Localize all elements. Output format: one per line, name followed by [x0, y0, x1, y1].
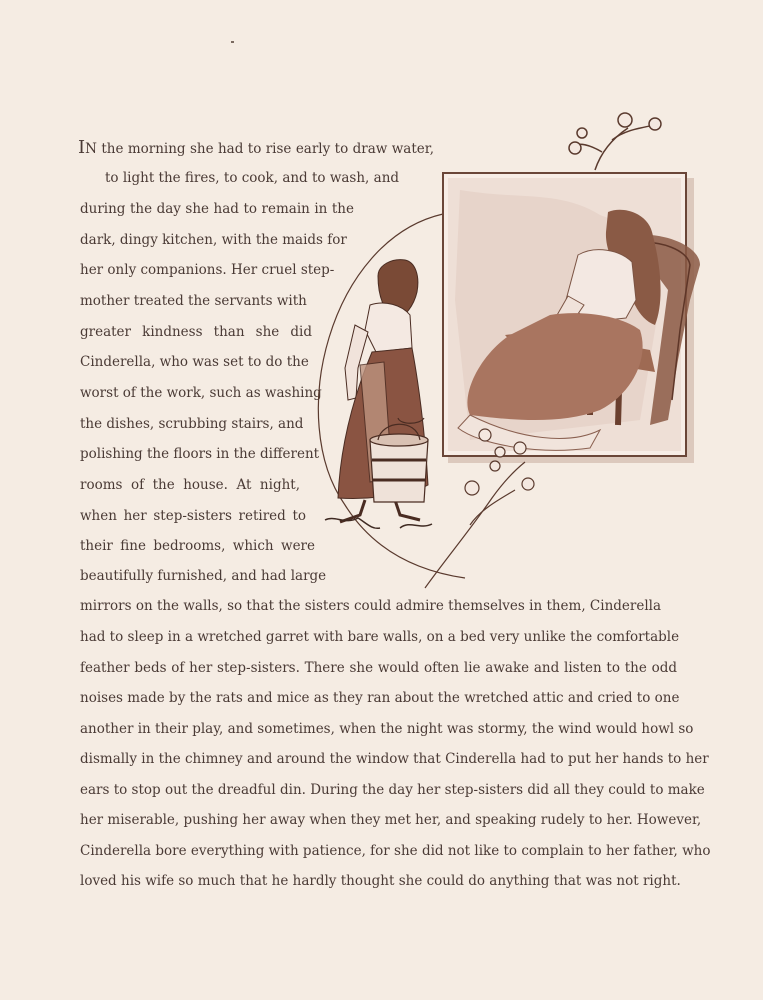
ink-speck	[231, 41, 234, 43]
story-line: their fine bedrooms, which were	[80, 538, 315, 554]
story-line: polishing the floors in the different	[80, 446, 320, 462]
story-line: worst of the work, such as washing	[80, 385, 322, 401]
story-line: Cinderella bore everything with patience, for she did not like to complain to her father, who	[80, 843, 711, 859]
standing-girl-bodice	[365, 303, 412, 352]
story-line: feather beds of her step-sisters. There she would often lie awake and listen to the odd	[80, 660, 677, 676]
story-line: beautifully furnished, and had large	[80, 568, 327, 584]
story-line: during the day she had to remain in the	[80, 201, 354, 217]
story-line: ears to stop out the dreadful din. During the day her step-sisters did all they could to make	[80, 782, 705, 798]
story-line: mirrors on the walls, so that the sisters could admire themselves in them, Cinderella	[80, 598, 662, 614]
story-line: another in their play, and sometimes, when the night was stormy, the wind would howl so	[80, 721, 694, 737]
story-line: loved his wife so much that he hardly thought she could do anything that was not right.	[80, 873, 681, 889]
story-line: greater kindness than she did	[80, 324, 312, 340]
story-line: her only companions. Her cruel step-	[80, 262, 335, 278]
story-line: noises made by the rats and mice as they ran about the wretched attic and cried to one	[80, 690, 680, 706]
story-line: to light the fires, to cook, and to wash, and	[105, 170, 400, 186]
story-line: dismally in the chimney and around the window that Cinderella had to put her hands to her	[80, 751, 709, 767]
story-line: dark, dingy kitchen, with the maids for	[80, 232, 347, 248]
illustration	[300, 100, 730, 600]
story-line: when her step-sisters retired to	[80, 508, 306, 524]
story-line: rooms of the house. At night,	[80, 477, 300, 493]
story-line: had to sleep in a wretched garret with bare walls, on a bed very unlike the comfortable	[80, 629, 680, 645]
drop-cap: I	[78, 137, 86, 158]
story-line: her miserable, pushing her away when they met her, and speaking rudely to her. However,	[80, 812, 702, 828]
story-line: mother treated the servants with	[80, 293, 307, 309]
story-line: the dishes, scrubbing stairs, and	[80, 416, 304, 432]
story-line-text: N the morning she had to rise early to draw water,	[85, 141, 434, 157]
flower-sprig-top	[569, 113, 661, 170]
story-line: Cinderella, who was set to do the	[80, 354, 309, 370]
